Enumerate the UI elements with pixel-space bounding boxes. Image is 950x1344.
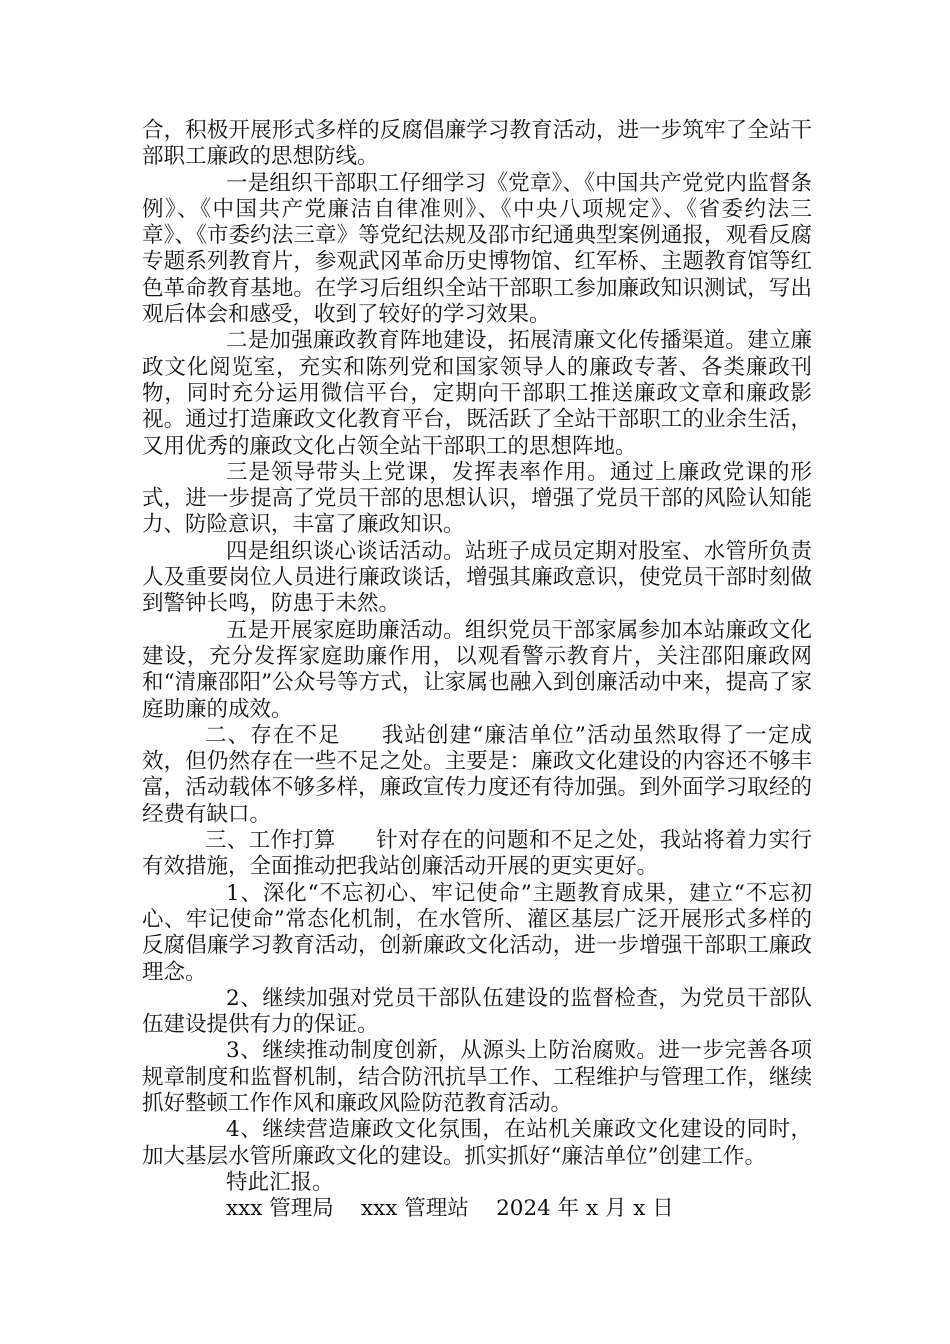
section-three-paragraph — [142, 828, 812, 881]
plan-item-4: 4、继续营造廉政文化氛围，在站机关廉政文化建设的同时，加大基层水管所廉政文化的建设。抓实抓好“廉洁单位”创建工作。 — [142, 1117, 812, 1169]
section-two-paragraph — [142, 723, 812, 828]
document-body — [142, 118, 812, 1222]
signature-line: xxx 管理局 xxx 管理站 2024 年 x 月 x 日 — [226, 1196, 674, 1222]
plan-item-1: 1、深化“不忘初心、牢记使命”主题教育成果，建立“不忘初心、牢记使命”常态化机制，在水管所、灌区基层广泛开展形式多样的反腐倡廉学习教育活动，创新廉政文化活动，进一步增强干部职工廉政理念。 — [142, 880, 812, 985]
paragraph-item-two: 二是加强廉政教育阵地建设，拓展清廉文化传播渠道。建立廉政文化阅览室，充实和陈列党和国家领导人的廉政专著、各类廉政刊物，同时充分运用微信平台，定期向干部职工推送廉政文章和廉政影视。通过打造廉政文化教育平台，既活跃了全站干部职工的业余生活，又用优秀的廉政文化占领全站干部职工的思想阵地。 — [142, 328, 812, 459]
paragraph-item-one: 一是组织干部职工仔细学习《党章》、《中国共产党党内监督条例》、《中国共产党廉洁自律准则》、《中央八项规定》、《省委约法三章》、《市委约法三章》等党纪法规及邵市纪通典型案例通报，观看反腐专题系列教育片，参观武冈革命历史博物馆、红军桥、主题教育馆等红色革命教育基地。在学习后组织全站干部职工参加廉政知识测试，写出观后体会和感受，收到了较好的学习效果。 — [142, 170, 812, 328]
plan-item-2: 2、继续加强对党员干部队伍建设的监督检查，为党员干部队伍建设提供有力的保证。 — [142, 985, 812, 1038]
paragraph-item-three: 三是领导带头上党课，发挥表率作用。通过上廉政党课的形式，进一步提高了党员干部的思想认识，增强了党员干部的风险认知能力、防险意识，丰富了廉政知识。 — [142, 459, 812, 538]
section-three-heading: 三、工作打算 — [205, 828, 336, 854]
paragraph-intro: 合，积极开展形式多样的反腐倡廉学习教育活动，进一步筑牢了全站干部职工廉政的思想防线。 — [142, 118, 812, 170]
section-three-text: 针对存在的问题和不足之处，我站将着力实行有效措施，全面推动把我站创廉活动开展的更实更好。 — [142, 828, 812, 880]
plan-item-3: 3、继续推动制度创新，从源头上防治腐败。进一步完善各项规章制度和监督机制，结合防汛抗旱工作、工程维护与管理工作，继续抓好整顿工作作风和廉政风险防范教育活动。 — [142, 1038, 812, 1116]
section-two-text: 我站创建“廉洁单位”活动虽然取得了一定成效，但仍然存在一些不足之处。主要是：廉政文化建设的内容还不够丰富，活动载体不够多样，廉政宣传力度还有待加强。到外面学习取经的经费有缺口。 — [142, 722, 812, 827]
closing-line: 特此汇报。 — [226, 1169, 334, 1195]
section-two-heading: 二、存在不足 — [205, 722, 341, 748]
paragraph-item-five: 五是开展家庭助廉活动。组织党员干部家属参加本站廉政文化建设，充分发挥家庭助廉作用，以观看警示教育片，关注邵阳廉政网和“清廉邵阳”公众号等方式，让家属也融入到创廉活动中来，提高了家庭助廉的成效。 — [142, 617, 812, 722]
paragraph-item-four: 四是组织谈心谈话活动。站班子成员定期对股室、水管所负责人及重要岗位人员进行廉政谈话，增强其廉政意识，使党员干部时刻做到警钟长鸣，防患于未然。 — [142, 538, 812, 617]
